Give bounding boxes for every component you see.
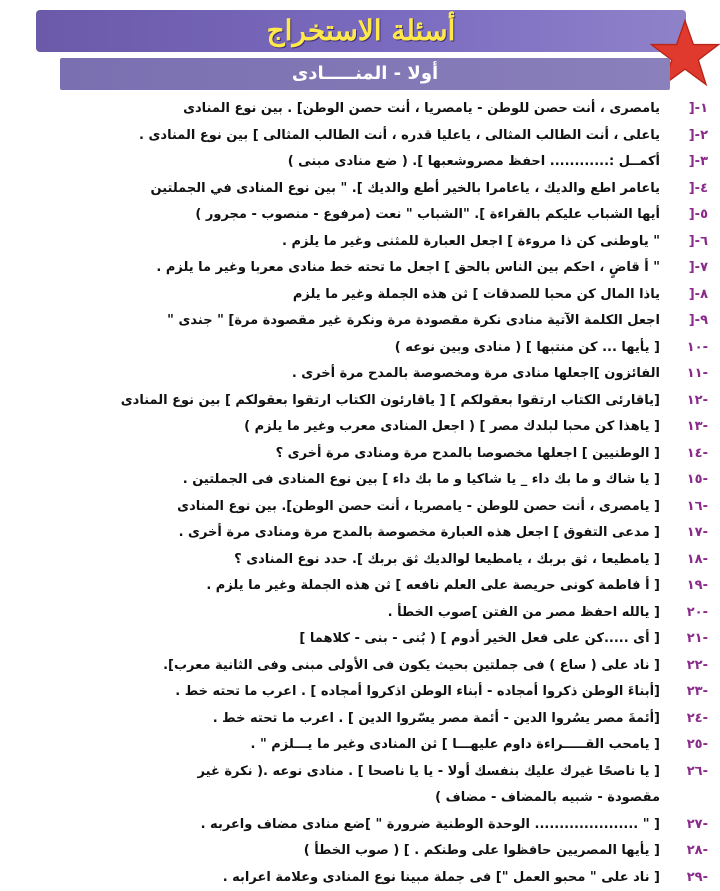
question-text: [ يامطيعا ، ثق بربك ، يامطيعا لوالديك ثق بربك ]. حدد نوع المنادى ؟ (18, 547, 660, 574)
question-item (18, 626, 708, 653)
question-item (18, 573, 708, 600)
question-text: [ يأيها ... كن منتبها ] ( منادى وبين نوعه ) (18, 335, 660, 362)
question-text: الفائزون ]اجعلها منادى مرة ومخصوصة بالمدح مرة أخرى . (18, 361, 660, 388)
question-item (18, 123, 708, 150)
question-number: ٥-[ (666, 202, 708, 229)
question-text: ياعلى ، أنت الطالب المثالى ، ياعليا قدره ، أنت الطالب المثالى ] بين نوع المنادى . (18, 123, 660, 150)
question-number: ٤-[ (666, 176, 708, 203)
question-text: [ يامصرى ، أنت حصن للوطن - يامصريا ، أنت حصن الوطن]. بين نوع المنادى (18, 494, 660, 521)
question-item (18, 865, 708, 891)
question-number: -١٤ (666, 441, 708, 468)
question-item (18, 547, 708, 574)
question-text: أيها الشباب عليكم بالقراءة ]. "الشباب " نعت (مرفوع - منصوب - مجرور ) (18, 202, 660, 229)
question-item (18, 176, 708, 203)
questions-list (18, 96, 708, 886)
question-text: اجعل الكلمة الآتية منادى نكرة مقصودة مرة ونكرة غير مقصودة مرة] " جندى " (18, 308, 660, 335)
question-number: -١٩ (666, 573, 708, 600)
question-text: ياذا المال كن محبا للصدقات ] ثن هذه الجملة وغير ما يلزم (18, 282, 660, 309)
question-number: -٢٦ (666, 759, 708, 786)
question-item (18, 467, 708, 494)
question-text: " أ قاضٍ ، احكم بين الناس بالحق ] اجعل ما تحته خط منادى معربا وغير ما يلزم . (18, 255, 660, 282)
question-number: -١٠ (666, 335, 708, 362)
question-text: " ياوطنى كن ذا مروءة ] اجعل العبارة للمثنى وغير ما يلزم . (18, 229, 660, 256)
question-text: [ياقارئى الكتاب ارتقوا بعقولكم ] [ ياقارئون الكتاب ارتقوا بعقولكم ] بين نوع المنادى (18, 388, 660, 415)
question-number: ٣-[ (666, 149, 708, 176)
question-item (18, 732, 708, 759)
question-number: -٢٩ (666, 865, 708, 891)
question-item (18, 679, 708, 706)
question-item (18, 96, 708, 123)
question-item (18, 812, 708, 839)
section-title: أولا - المنـــــادى (60, 58, 670, 90)
question-item (18, 494, 708, 521)
question-text: [ " ..................... الوحدة الوطنية ضرورة " ]ضع منادى مضاف واعربه . (18, 812, 660, 839)
question-item (18, 361, 708, 388)
question-item (18, 255, 708, 282)
question-number: ٧-[ (666, 255, 708, 282)
question-text: [ يا شاك و ما بك داء _ يا شاكيا و ما بك داء ] بين نوع المنادى فى الجملتين . (18, 467, 660, 494)
question-text: [ ناد على ( ساع ) فى جملتين بحيث يكون فى الأولى مبنى وفى الثانية معرب]. (18, 653, 660, 680)
question-text: [ ياهذا كن محبا لبلدك مصر ] ( اجعل المنادى معرب وغير ما يلزم ) (18, 414, 660, 441)
question-item (18, 229, 708, 256)
question-item (18, 838, 708, 865)
question-number: -٢١ (666, 626, 708, 653)
question-number: -١٣ (666, 414, 708, 441)
question-item (18, 282, 708, 309)
question-text: يامصرى ، أنت حصن للوطن - يامصريا ، أنت حصن الوطن] . بين نوع المنادى (18, 96, 660, 123)
question-number: -١٧ (666, 520, 708, 547)
question-text: [ أى .....كن على فعل الخير أدوم ] ( بُنى - بنى - كلاهما ] (18, 626, 660, 653)
page-title: أسئلة الاستخراج (36, 10, 686, 52)
question-number: -٢٢ (666, 653, 708, 680)
section-banner (60, 58, 670, 90)
question-number: -١٥ (666, 467, 708, 494)
question-item (18, 706, 708, 733)
question-item (18, 388, 708, 415)
question-number: ٢-[ (666, 123, 708, 150)
question-text: [أبناءَ الوطن ذكروا أمجاده - أبناء الوطن اذكروا أمجاده ] . اعرب ما تحته خط . (18, 679, 660, 706)
question-text: [أئمةَ مصر يسُروا الدين - أئمة مصر يسّروا الدين ] . اعرب ما تحته خط . (18, 706, 660, 733)
question-text: أكمــل :............ احفظ مصروشعبها ]. ( ضع منادى مبنى ) (18, 149, 660, 176)
question-text: ياعامر اطع والديك ، ياعامرا بالخير أطع والديك ]. " بين نوع المنادى في الجملتين (18, 176, 660, 203)
question-number: -١١ (666, 361, 708, 388)
question-number: -٢٣ (666, 679, 708, 706)
question-number: ٦-[ (666, 229, 708, 256)
question-item (18, 759, 708, 786)
question-item (18, 149, 708, 176)
question-number: -١٢ (666, 388, 708, 415)
question-item (18, 441, 708, 468)
question-number: ٨-[ (666, 282, 708, 309)
question-number: -٢٠ (666, 600, 708, 627)
question-number: ١-[ (666, 96, 708, 123)
question-number: -٢٥ (666, 732, 708, 759)
question-item (18, 653, 708, 680)
question-item (18, 600, 708, 627)
question-number: ٩-[ (666, 308, 708, 335)
question-item (18, 414, 708, 441)
header-banner (36, 10, 686, 52)
question-item (18, 308, 708, 335)
question-item (18, 202, 708, 229)
question-number: -١٨ (666, 547, 708, 574)
question-text: [ يأيها المصريين حافظوا على وطنكم . ] ( صوب الخطأ ) (18, 838, 660, 865)
question-text: [ أ فاطمة كونى حريصة على العلم نافعه ] ثن هذه الجملة وغير ما يلزم . (18, 573, 660, 600)
question-text: مقصودة - شبيه بالمضاف - مضاف ) (18, 785, 660, 812)
question-text: [ يامحب القـــــراءة داوم عليهـــا ] ثن المنادى وغير ما يـــلزم " . (18, 732, 660, 759)
question-text: [ ناد على " محبو العمل "] فى جملة مبينا نوع المنادى وعلامة اعرابه . (18, 865, 660, 891)
question-number: -٢٧ (666, 812, 708, 839)
question-number: -٢٤ (666, 706, 708, 733)
question-text: [ يا ناصحًا غيرك عليك بنفسك أولا - يا يا ناصحا ] . منادى نوعه .( نكرة غير (18, 759, 660, 786)
question-number: -١٦ (666, 494, 708, 521)
question-number: -٢٨ (666, 838, 708, 865)
question-text: [ يالله احفظ مصر من الفتن ]صوب الخطأ . (18, 600, 660, 627)
question-item (18, 520, 708, 547)
question-text: [ الوطنيين ] اجعلها مخصوصا بالمدح مرة ومنادى مرة أخرى ؟ (18, 441, 660, 468)
question-text: [ مدعى التفوق ] اجعل هذه العبارة مخصوصة بالمدح مرة ومنادى مرة أخرى . (18, 520, 660, 547)
question-item (18, 335, 708, 362)
question-item (18, 785, 708, 812)
